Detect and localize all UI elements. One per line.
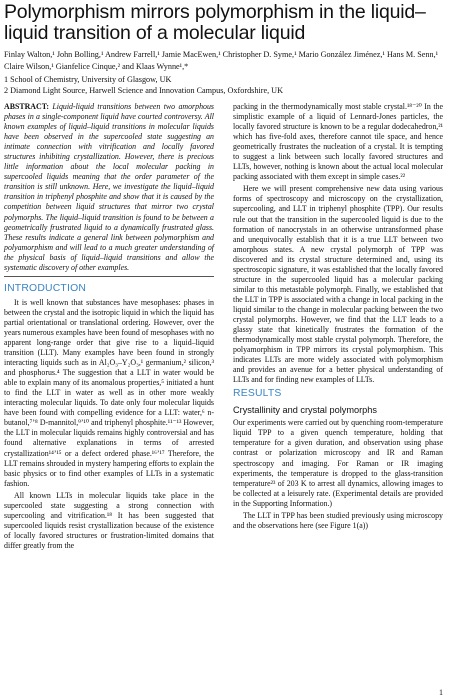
abstract-block <box>4 102 214 277</box>
intro-paragraph-3: packing in the thermodynamically most stable crystal.¹⁸⁻²⁰ In the simplistic example of a liquid of Lennard-Jones particles, the locally favored structure is known to be a regular dodecahedron,²¹ which has five-fold axes, therefore cannot tile space, and hence geometrically frustrates the nucleation of a crystal. It is tempting to suggest a link between such locally favored structures and LLTs, however, nothing is known about the actual local molecular packing associated with them except in simple cases.²² <box>233 102 443 182</box>
affiliation-2: 2 Diamond Light Source, Harwell Science and Innovation Campus, Oxfordshire, UK <box>4 86 283 95</box>
abstract-text: Liquid-liquid transitions between two amorphous phases in a single-component liquid have courted controversy. All known examples of liquid–liquid transitions in molecular liquids have been observed in the supercooled state suggesting an intimate connection with vitrification and locally favored structures inhibiting crystallization. However, there is precious little information about the local molecular packing in supercooled liquids meaning that the order parameter of the transition is still unknown. Here, we investigate the liquid–liquid transition in triphenyl phosphite and show that it is caused by the competition between liquid structures that mirror two crystal polymorphs. The liquid–liquid transition is found to be between a geometrically frustrated liquid to a dynamically frustrated glass. These results indicate a general link between polymorphism and polyamorphism and will lead to a much greater understanding of the physical basis of liquid–liquid transitions and allow the systematic discovery of other examples. <box>4 102 214 272</box>
affiliation-1: 1 School of Chemistry, University of Glasgow, UK <box>4 75 172 84</box>
right-column <box>233 102 443 533</box>
intro-paragraph-4: Here we will present comprehensive new data using various forms of spectroscopy and microscopy on the crystallization, supercooling, and LLT in triphenyl phosphite (TPP). Our results rule out that the transition in the supercooled liquid is due to the formation of nanocrystals in an otherwise untransformed phase and unequivocally establish that it is a true LLT between two amorphous states. A new crystal polymorph of TPP was discovered and its crystal structure determined and, using its spectroscopic signature, it was established that the locally favored structure in the supercooled liquid has a molecular packing similar to this metastable polymorph. Finally, we established that the LLT in TPP is associated with a change in local packing in the liquid similar to the change in molecular packing between the two crystal polymorphs. However, we find that the LLT leads to a glassy state that kinetically frustrates the formation of the thermodynamically most stable crystal polymorph. Therefore, the polyamorphism in TPP mirrors its crystal polymorphism. This indicates LLTs are more widely associated with polymorphism and provides an avenue for a better physical understanding of LLTs and for finding new examples of LLTs. <box>233 184 443 385</box>
section-heading-results: RESULTS <box>233 388 282 400</box>
intro-paragraph-2: All known LLTs in molecular liquids take place in the supercooled state suggesting a strong connection with supercooling and vitrification.¹⁸ It has been suggested that supercooled liquids resist crystallization because of the existence of locally favored structures or frustration-limited domains that differ greatly from the <box>4 490 214 550</box>
left-column <box>4 102 214 553</box>
author-list: Finlay Walton,¹ John Bolling,¹ Andrew Farrell,¹ Jamie MacEwen,¹ Christopher D. Syme,¹ Mario González Jiménez,¹ Hans M. Senn,¹ Claire Wilson,¹ Gianfelice Cinque,² and Klaas Wynne¹,* <box>4 50 439 72</box>
section-heading-introduction: INTRODUCTION <box>4 282 87 294</box>
page-number: 1 <box>439 688 443 697</box>
results-paragraph-2: The LLT in TPP has been studied previously using microscopy and the observations here (see Figure 1(a)) <box>233 510 443 530</box>
abstract-heading: ABSTRACT: <box>4 102 50 111</box>
paper-title: Polymorphism mirrors polymorphism in the liquid–liquid transition of a molecular liquid <box>4 1 426 44</box>
results-paragraph-1: Our experiments were carried out by quenching room-temperature liquid TPP to a given quench temperature, holding that temperature for a given duration, and observation using phase contrast or polarization microscopy and IR and Raman spectroscopy and imaging. For Raman or IR imaging experiments, the temperature is dropped to the glass-transition temperature²³ of 203 K to arrest all dynamics, allowing images to be collected at a leisurely rate. (Experimental details are provided in the Supporting Information.) <box>233 418 443 508</box>
intro-paragraph-1: It is well known that substances have mesophases: phases in between the crystal and the isotropic liquid in which the liquid has partial orientational or translational ordering. However, over the years numerous examples have been found of mesophases with no apparent long-range order that give rise to a liquid–liquid transition (LLT). Many examples have been found in strongly interacting liquids such as in Al₂O₃–Y₂O₃,¹ germanium,² silicon,³ and phosphorus.⁴ The suggestion that a LLT in water would be able to explain many of its anomalous properties,⁵ initiated a hunt to find the LLT in water as well as in other more weakly interacting molecular liquids. To date only four molecular liquids have been found with compelling evidence for a LLT: water,⁶ n-butanol,⁷ʼ⁸ D-mannitol,⁹ʼ¹⁰ and triphenyl phosphite.¹¹⁻¹³ However, the LLT in molecular liquids remains highly controversial and has found alternative explanations in terms of arrested crystallization¹⁴ʼ¹⁵ or a defect ordered phase.¹⁶ʼ¹⁷ Therefore, the LLT remains shrouded in mystery hampering efforts to explain the basic physics or to find other examples of LLTs in a systematic fashion. <box>4 297 215 488</box>
subsection-heading-crystallinity: Crystallinity and crystal polymorphs <box>233 405 377 416</box>
